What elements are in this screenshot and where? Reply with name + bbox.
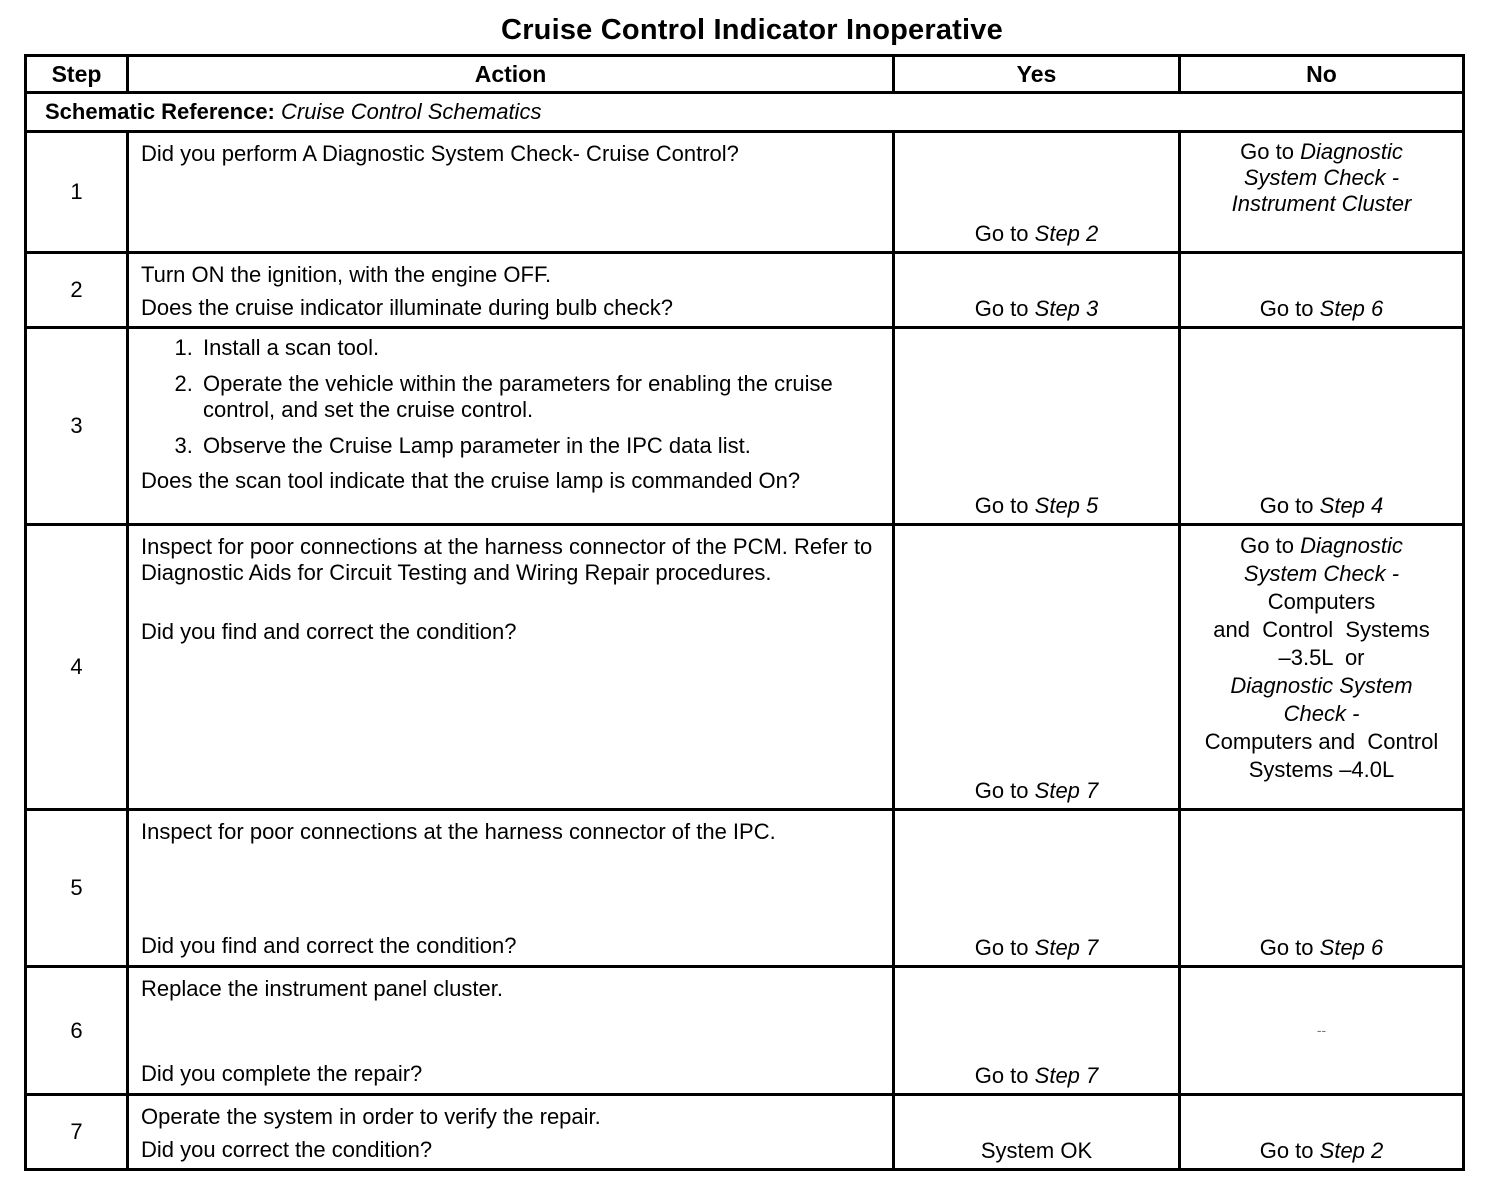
yes-step-ref: Step 7 <box>1034 1063 1099 1088</box>
question-text: Does the scan tool indicate that the cruise lamp is commanded On? <box>141 468 801 493</box>
header-action: Action <box>128 56 894 93</box>
go-to-text: Go to <box>1259 493 1314 518</box>
no-line-text: Instrument Cluster <box>1231 191 1412 216</box>
action-cell <box>128 1095 894 1170</box>
step-number: 7 <box>26 1095 128 1170</box>
page-title: Cruise Control Indicator Inoperative <box>501 14 1003 46</box>
go-to-text: Go to <box>974 493 1029 518</box>
question-text: Did you find and correct the condition? <box>141 933 517 958</box>
list-item: 2. Operate the vehicle within the parameters for enabling the cruise control, and set the cruise control. <box>199 371 882 423</box>
no-line-text: System Check - <box>1243 165 1400 190</box>
go-to-text: Go to <box>1259 935 1314 960</box>
question-text: Did you find and correct the condition? <box>141 619 517 644</box>
no-line-text: System Check - <box>1243 561 1400 586</box>
step-number: 3 <box>26 328 128 525</box>
no-line-text: Diagnostic System <box>1230 673 1413 698</box>
table-row <box>26 328 1464 525</box>
list-item: 1. Install a scan tool. <box>199 335 882 361</box>
no-step-ref: Step 2 <box>1319 1138 1384 1163</box>
action-text: Inspect for poor connections at the harness connector of the IPC. <box>141 819 776 844</box>
yes-step-ref: Step 7 <box>1034 778 1099 803</box>
schematic-reference <box>26 93 1464 132</box>
step-number: 5 <box>26 810 128 967</box>
action-cell <box>128 328 894 525</box>
yes-cell <box>894 1095 1180 1170</box>
header-step: Step <box>26 56 128 93</box>
action-cell <box>128 253 894 328</box>
no-line <box>1181 532 1462 560</box>
table-row <box>26 132 1464 253</box>
no-cell <box>1180 132 1464 253</box>
schematic-value: Cruise Control Schematics <box>281 99 542 124</box>
action-cell <box>128 967 894 1095</box>
action-text: Did you perform A Diagnostic System Check- Cruise Control? <box>141 141 739 166</box>
no-line-text: Check - <box>1283 701 1360 726</box>
header-no: No <box>1180 56 1464 93</box>
yes-cell <box>894 967 1180 1095</box>
no-line-text: and Control Systems <box>1213 617 1430 642</box>
yes-cell <box>894 253 1180 328</box>
schematic-row <box>26 93 1464 132</box>
question-text: Did you complete the repair? <box>141 1061 423 1086</box>
header-row <box>26 56 1464 93</box>
step-number: 4 <box>26 525 128 810</box>
no-line-text: Systems –4.0L <box>1248 757 1395 782</box>
no-line <box>1181 139 1462 165</box>
go-to-text: Go to <box>974 778 1029 803</box>
go-to-text: Go to <box>974 296 1029 321</box>
no-step-ref: Step 6 <box>1319 935 1384 960</box>
table-row <box>26 1095 1464 1170</box>
yes-cell <box>894 328 1180 525</box>
action-text: Inspect for poor connections at the harness connector of the PCM. Refer to Diagnostic Aids for Circuit Testing and Wiring Repair procedures. <box>141 534 873 585</box>
go-to-text: Go to <box>1259 296 1314 321</box>
no-cell <box>1180 525 1464 810</box>
table-row <box>26 810 1464 967</box>
list-item: 3. Observe the Cruise Lamp parameter in the IPC data list. <box>199 433 882 459</box>
no-cell <box>1180 1095 1464 1170</box>
go-to-text: Go to <box>1259 1138 1314 1163</box>
action-cell <box>128 525 894 810</box>
step-number: 2 <box>26 253 128 328</box>
table-row <box>26 967 1464 1095</box>
no-placeholder-dash: -- <box>1316 1021 1327 1038</box>
go-to-text: Go to <box>974 221 1029 246</box>
no-line-text: Computers and Control <box>1204 729 1439 754</box>
action-cell <box>128 132 894 253</box>
table-row <box>26 525 1464 810</box>
action-cell <box>128 810 894 967</box>
no-cell <box>1180 810 1464 967</box>
no-cell <box>1180 253 1464 328</box>
diagnostic-table <box>24 54 1465 1171</box>
yes-cell <box>894 810 1180 967</box>
step-number: 6 <box>26 967 128 1095</box>
header-yes: Yes <box>894 56 1180 93</box>
step-number: 1 <box>26 132 128 253</box>
no-step-ref: Step 6 <box>1319 296 1384 321</box>
go-to-text: Go to <box>974 935 1029 960</box>
yes-step-ref: Step 5 <box>1034 493 1099 518</box>
yes-step-ref: Step 7 <box>1034 935 1099 960</box>
no-line-text: Diagnostic <box>1300 139 1403 164</box>
yes-result-text: System OK <box>980 1138 1093 1163</box>
action-text: Replace the instrument panel cluster. <box>141 976 503 1001</box>
question-text: Does the cruise indicator illuminate during bulb check? <box>141 295 673 320</box>
go-to-text: Go to <box>1240 533 1294 558</box>
no-line-text: Computers <box>1267 589 1376 614</box>
table-row <box>26 253 1464 328</box>
question-text: Did you correct the condition? <box>141 1137 433 1162</box>
no-step-ref: Step 4 <box>1319 493 1384 518</box>
yes-step-ref: Step 2 <box>1034 221 1099 246</box>
procedure-list <box>141 335 882 459</box>
schematic-label: Schematic Reference: <box>45 99 275 124</box>
yes-cell <box>894 525 1180 810</box>
yes-step-ref: Step 3 <box>1034 296 1099 321</box>
go-to-text: Go to <box>1240 139 1294 164</box>
no-cell <box>1180 967 1464 1095</box>
action-text: Turn ON the ignition, with the engine OFF. <box>141 262 552 287</box>
no-cell <box>1180 328 1464 525</box>
go-to-text: Go to <box>974 1063 1029 1088</box>
yes-cell <box>894 132 1180 253</box>
no-line-text: –3.5L or <box>1278 645 1365 670</box>
no-line-text: Diagnostic <box>1300 533 1403 558</box>
action-text: Operate the system in order to verify the repair. <box>141 1104 601 1129</box>
